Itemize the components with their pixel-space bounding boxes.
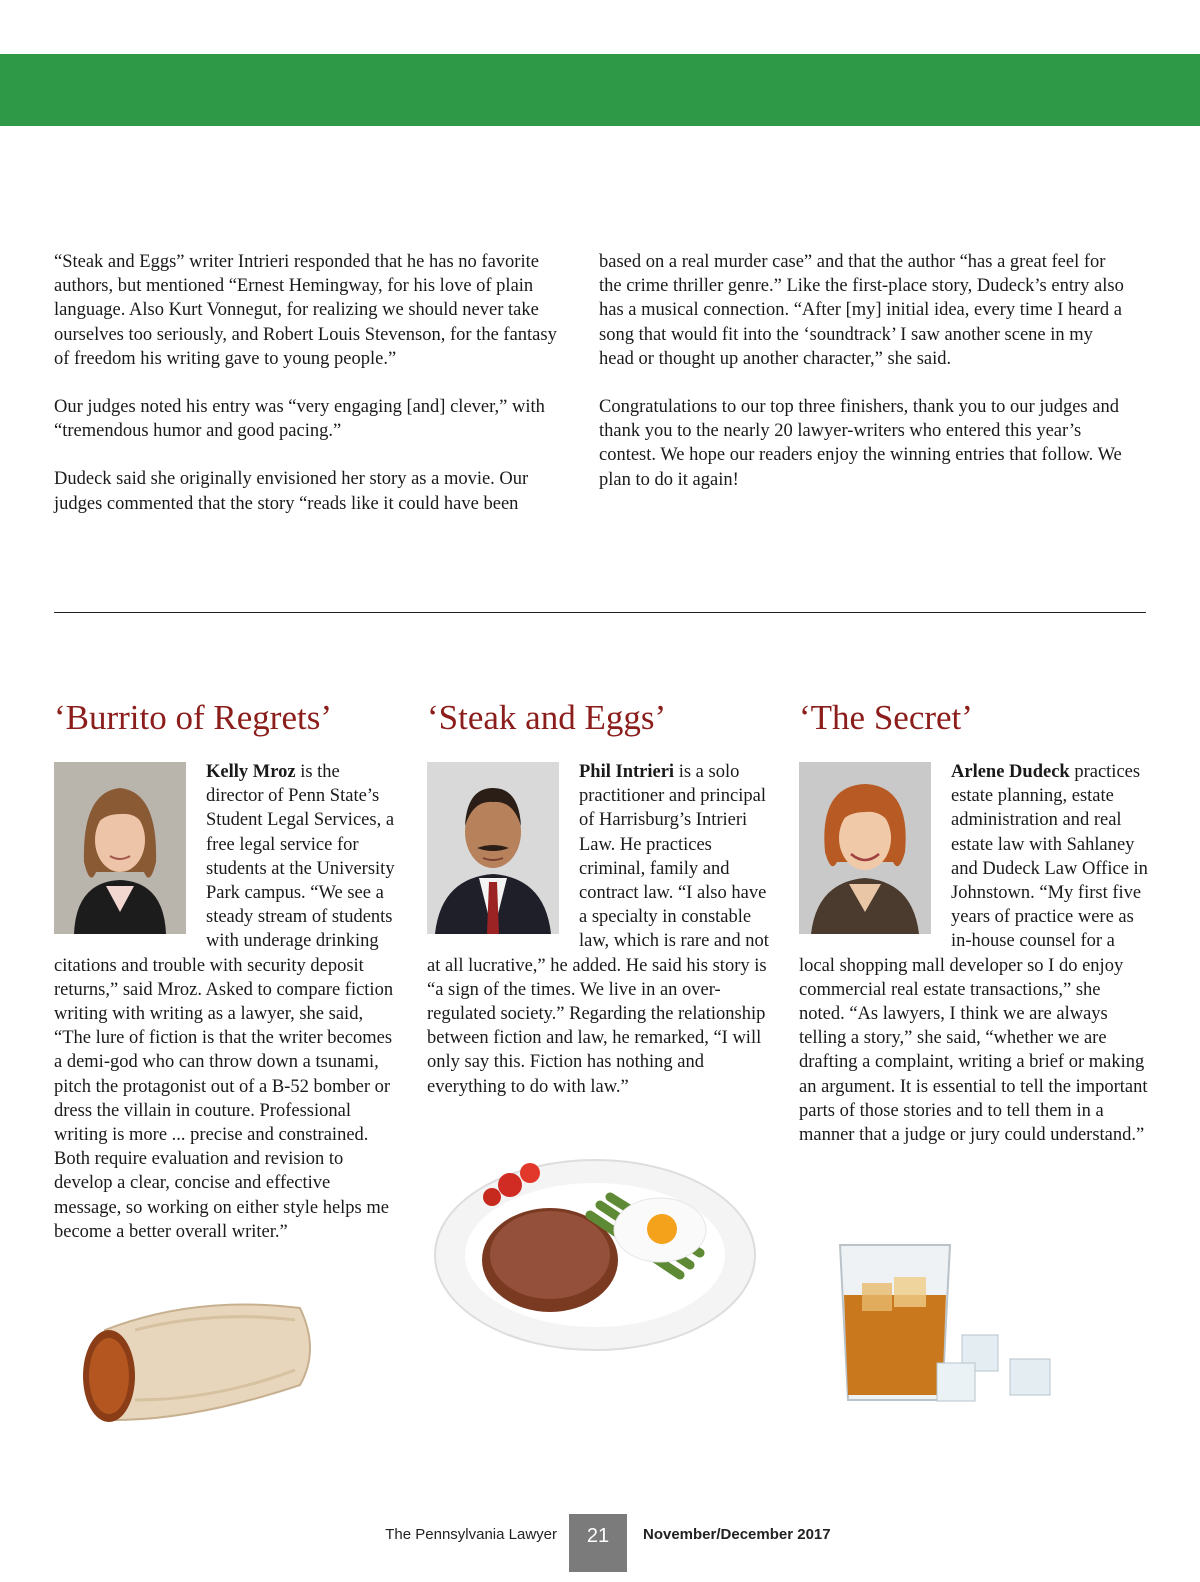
author-bio	[427, 760, 772, 1099]
author-photo-kelly-mroz	[54, 762, 186, 934]
intro-column-left	[54, 250, 574, 540]
page-number: 21	[569, 1514, 627, 1572]
section-divider	[54, 612, 1146, 613]
author-name: Phil Intrieri	[579, 762, 675, 782]
author-bio	[54, 760, 399, 1244]
author-bio	[799, 760, 1149, 1147]
story-title: ‘Steak and Eggs’	[427, 698, 667, 737]
publication-name: The Pennsylvania Lawyer	[385, 1526, 557, 1543]
whiskey-glass-image	[832, 1235, 1062, 1410]
intro-paragraph: Our judges noted his entry was “very engaging [and] clever,” with “tremendous humor and good pacing.”	[54, 397, 545, 442]
issue-date: November/December 2017	[643, 1526, 831, 1543]
burrito-image	[75, 1290, 320, 1430]
header-color-bar	[0, 54, 1200, 126]
author-name: Arlene Dudeck	[951, 762, 1070, 782]
author-bio-text: is a solo practitioner and principal of Harrisburg’s Intrieri Law. He practices criminal, family and contract law. “I also have a specialty in constable law, which is rare and not at all lucrative,” he added. He said his story is “a sign of the times. We live in an over-regulated society.” Regarding the relationship between fiction and law, he remarked, “I will only say this. Fiction has nothing and everything to do with law.”	[427, 762, 769, 1097]
author-photo-phil-intrieri	[427, 762, 559, 934]
story-title: ‘Burrito of Regrets’	[54, 698, 332, 737]
author-bio-text: practices estate planning, estate administration and real estate law with Sahlaney and Dudeck Law Office in Johnstown. “My first five years of practice were as in-house counsel for a local shopping mall developer so I do enjoy commercial real estate transactions,” she noted. “As lawyers, I think we are always telling a story,” she said, “whether we are drafting a complaint, writing a brief or making an argument. It is essential to tell the important parts of those stories and to tell them in a manner that a judge or jury could understand.”	[799, 762, 1148, 1146]
steak-and-eggs-image	[430, 1125, 760, 1355]
page-footer	[0, 1518, 1200, 1582]
author-photo-arlene-dudeck	[799, 762, 931, 934]
intro-paragraph: Dudeck said she originally envisioned her story as a movie. Our judges commented that the story “reads like it could have been	[54, 469, 529, 514]
intro-paragraph: based on a real murder case” and that the author “has a great feel for the crime thriller genre.” Like the first-place story, Dudeck’s entry also has a musical connection. “After [my] initial idea, every time I heard a song that would fit into the ‘soundtrack’ I saw another scene in my head or thought up another character,” she said.	[599, 252, 1124, 369]
intro-paragraph: “Steak and Eggs” writer Intrieri responded that he has no favorite authors, but mentioned “Ernest Hemingway, for his love of plain language. Also Kurt Vonnegut, for realizing we should never take ourselves too seriously, and Robert Louis Stevenson, for the fantasy of freedom his writing gave to young people.”	[54, 252, 557, 369]
intro-paragraph: Congratulations to our top three finishers, thank you to our judges and thank you to the nearly 20 lawyer-writers who entered this year’s contest. We hope our readers enjoy the winning entries that follow. We plan to do it again!	[599, 397, 1122, 490]
profile-the-secret	[799, 698, 1149, 1147]
profile-burrito-of-regrets	[54, 698, 399, 1244]
profile-steak-and-eggs	[427, 698, 772, 1099]
author-bio-text: is the director of Penn State’s Student Legal Services, a free legal service for students at the University Park campus. “We see a steady stream of students with underage drinking citations and trouble with security deposit returns,” said Mroz. Asked to compare fiction writing with writing as a lawyer, she said, “The lure of fiction is that the writer becomes a demi-god who can throw down a tsunami, pitch the protagonist out of a B-52 bomber or dress the villain in couture. Professional writing is more ... precise and constrained. Both require evaluation and revision to develop a clear, concise and effective message, so working on either style helps me become a better overall writer.”	[54, 762, 395, 1242]
author-name: Kelly Mroz	[206, 762, 296, 782]
intro-column-right	[599, 250, 1129, 516]
story-title: ‘The Secret’	[799, 698, 973, 737]
